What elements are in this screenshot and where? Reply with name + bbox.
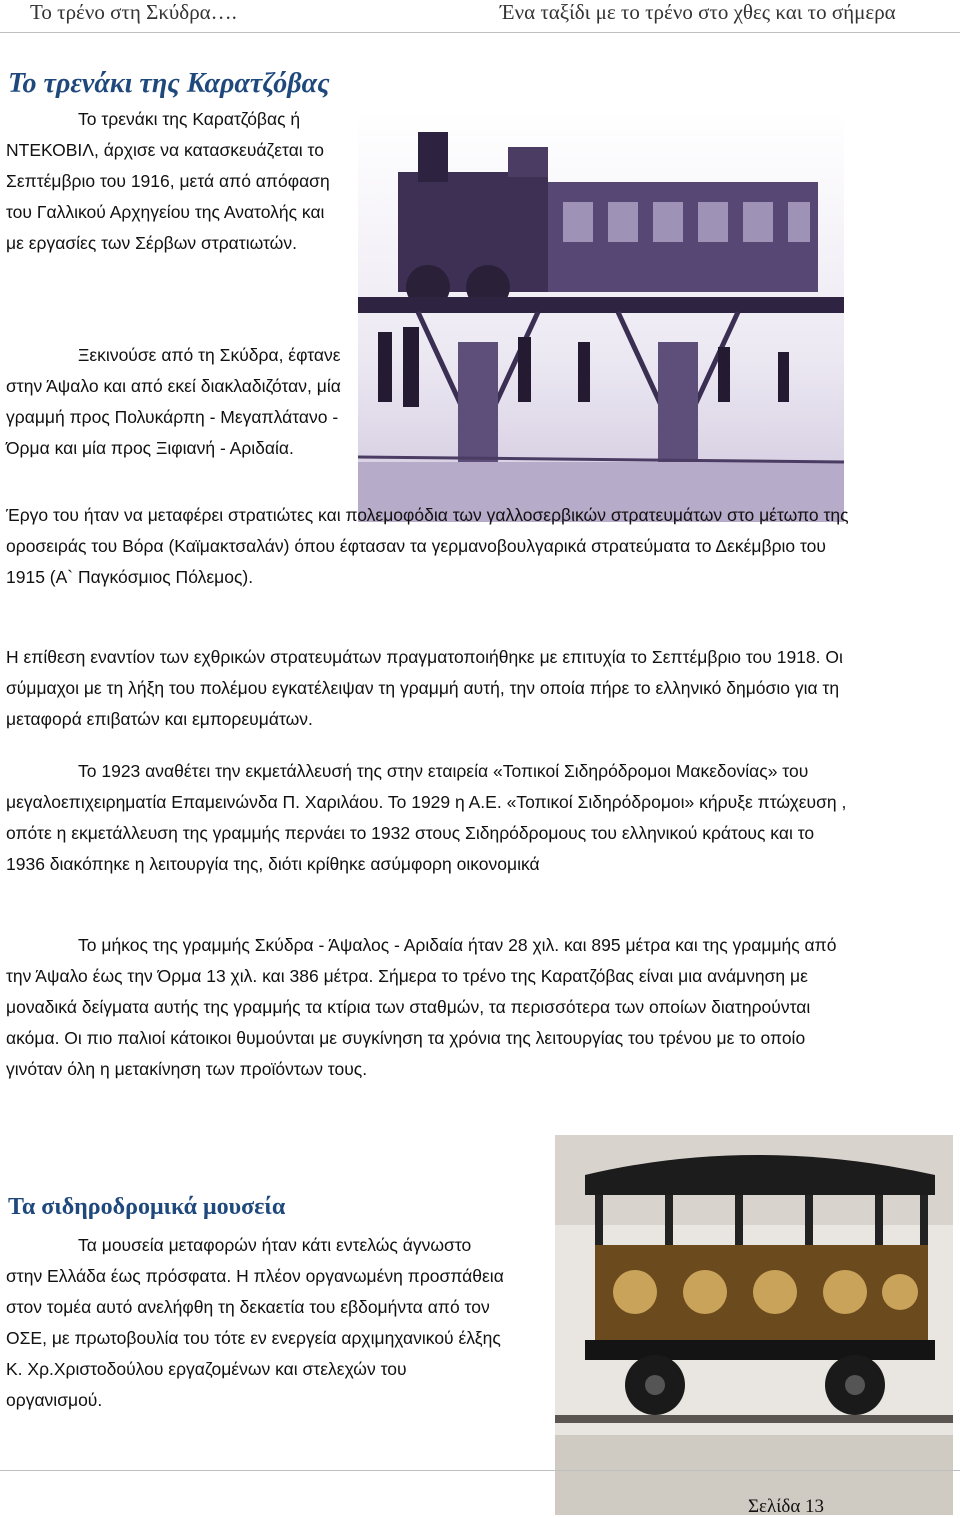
historic-train-illustration [358,112,844,522]
footer-divider [0,1470,960,1471]
paragraph-intro: Το τρενάκι της Καρατζόβας ή ΝΤΕΚΟΒΙΛ, άρχισε να κατασκευάζεται το Σεπτέμβριο του 1916, μετά από απόφαση του Γαλλικού Αρχηγείου της Ανατολής και με εργασίες των Σέρβων στρατιωτών. [6,109,330,253]
paragraph-museums: Τα μουσεία μεταφορών ήταν κάτι εντελώς άγνωστο στην Ελλάδα έως πρόσφατα. Η πλέον οργανωμένη προσπάθεια στον τομέα αυτό ανελήφθη τη δεκαετία του εβδομήντα από τον ΟΣΕ, με πρωτοβουλία του τότε εν ενεργεία αρχιμηχανικού έλξης Κ. Χρ.Χριστοδούλου εργαζομένων και στελεχών του οργανισμού. [6,1235,504,1410]
paragraph-attack: Η επίθεση εναντίον των εχθρικών στρατευμάτων πραγματοποιήθηκε με επιτυχία το Σεπτέμβριο του 1918. Οι σύμμαχοι με τη λήξη του πολέμου εγκατέλειψαν τη γραμμή αυτή, την οποία πήρε το ελληνικό δημόσιο για τη μεταφορά επιβατών και εμπορευμάτων. [6,647,843,729]
section-title-museums: Τα σιδηροδρομικά μουσεία [8,1194,286,1220]
historic-train-photo [358,112,844,522]
museum-carriage-photo [555,1135,953,1515]
page-header [0,0,960,33]
paragraph-route: Ξεκινούσε από τη Σκύδρα, έφτανε στην Άψαλο και από εκεί διακλαδιζόταν, μία γραμμή προς Πολυκάρπη - Μεγαπλάτανο - Όρμα και μία προς Ξιφιανή - Αριδαία. [6,345,341,458]
paragraph-purpose: Έργο του ήταν να μεταφέρει στρατιώτες και πολεμοφόδια των γαλλοσερβικών στρατευμάτων στο μέτωπο της οροσειράς του Βόρα (Καϊμακτσαλάν) όπου έφτασαν τα γερμανοβουλγαρικά στρατεύματα το Δεκέμβριο του 1915 (Α` Παγκόσμιος Πόλεμος). [6,505,849,587]
paragraph-length: Το μήκος της γραμμής Σκύδρα - Άψαλος - Αριδαία ήταν 28 χιλ. και 895 μέτρα και της γραμμής από την Άψαλο έως την Όρμα 13 χιλ. και 386 μέτρα. Σήμερα το τρένο της Καρατζόβας είναι μια ανάμνηση με μοναδικά δείγματα αυτής της γραμμής τα κτίρια των σταθμών, τα περισσότερα των οποίων διατηρούνται ακόμα. Οι πιο παλιοί κάτοικοι θυμούνται με συγκίνηση τα χρόνια της λειτουργίας του τρένου με το οποίο γινόταν όλη η μετακίνηση των προϊόντων τους. [6,935,837,1079]
section-title-karatzova: Το τρενάκι της Καρατζόβας [8,68,330,99]
header-left: Το τρένο στη Σκύδρα…. [30,0,237,24]
page-number: Σελίδα 13 [748,1496,825,1517]
header-right: Ένα ταξίδι με το τρένο στο χθες και το σήμερα [500,0,896,24]
museum-carriage-illustration [555,1135,953,1515]
paragraph-company: Το 1923 αναθέτει την εκμετάλλευσή της στην εταιρεία «Τοπικοί Σιδηρόδρομοι Μακεδονίας» του μεγαλοεπιχειρηματία Επαμεινώνδα Π. Χαριλάου. Το 1929 η Α.Ε. «Τοπικοί Σιδηρόδρομοι» κήρυξε πτώχευση , οπότε η εκμετάλλευση της γραμμής περνάει το 1932 στους Σιδηρόδρομους του ελληνικού κράτους και το 1936 διακόπηκε η λειτουργία της, διότι κρίθηκε ασύμφορη οικονομικά [6,761,847,874]
